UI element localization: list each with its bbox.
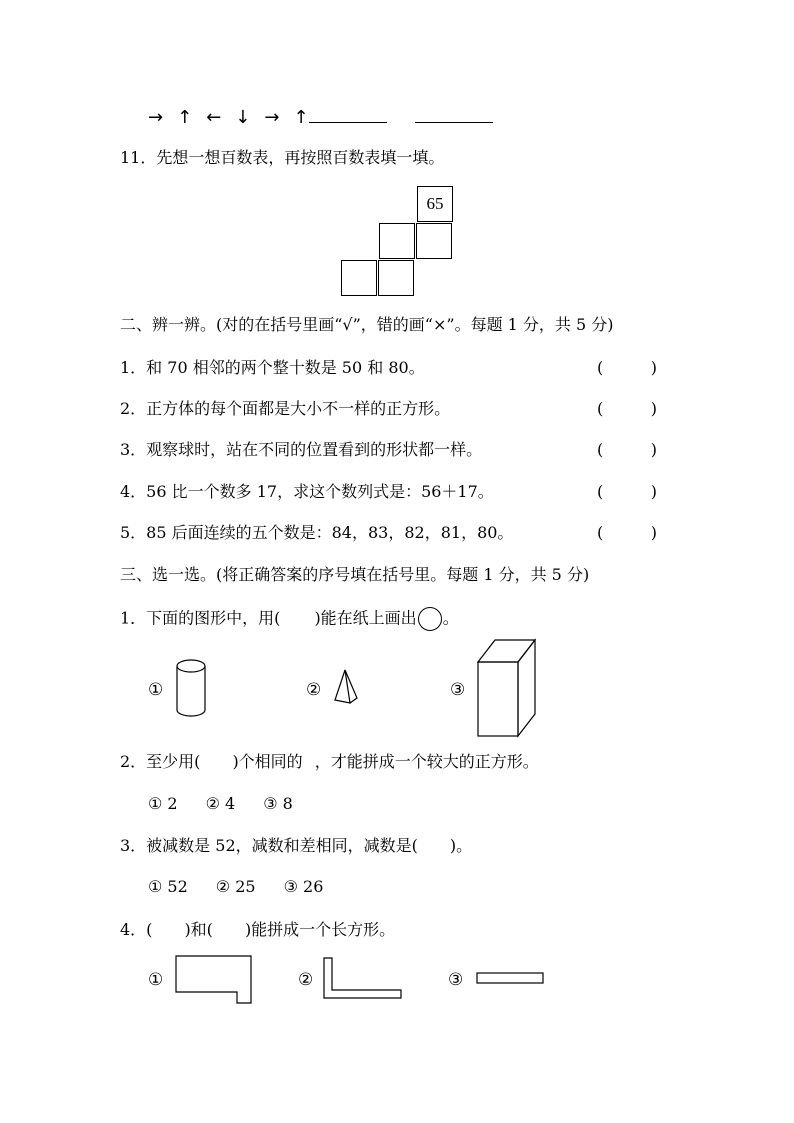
answer-parentheses[interactable]: ( ): [597, 358, 657, 377]
choice-question-3: 3．被减数是 52，减数和差相同，减数是( )。: [120, 836, 473, 855]
option-label-1: ①: [148, 680, 164, 700]
answer-parentheses[interactable]: ( ): [597, 399, 657, 418]
answer-parentheses[interactable]: ( ): [597, 523, 657, 542]
answer-parentheses[interactable]: ( ): [597, 482, 657, 501]
arrow-down-icon: ↓: [235, 107, 251, 128]
option-label-3: ③: [448, 970, 464, 990]
judge-item-4: 4．56 比一个数多 17，求这个数列式是：56＋17。: [120, 482, 494, 501]
answer-parentheses[interactable]: ( ): [597, 440, 657, 459]
choice-question-2: 2．至少用( )个相同的 ，才能拼成一个较大的正方形。: [120, 752, 539, 771]
arrow-left-icon: ←: [206, 107, 222, 128]
section-3-heading: 三、选一选。(将正确答案的序号填在括号里。每题 1 分，共 5 分): [120, 565, 590, 584]
grid-cell-empty[interactable]: [378, 260, 414, 296]
option-label-1: ①: [148, 970, 164, 990]
arrow-right-icon: →: [264, 107, 280, 128]
option-label-2: ②: [306, 680, 322, 700]
corner-shape-icon: [323, 957, 403, 1001]
answer-blank-1[interactable]: [309, 106, 387, 123]
choice-options-3: [148, 877, 351, 897]
cuboid-icon: [477, 638, 537, 738]
choice-question-1: 1．下面的图形中，用( )能在纸上画出 。: [120, 607, 459, 631]
arrow-right-icon: →: [148, 107, 164, 128]
arrow-up-icon: ↑: [177, 107, 193, 128]
grid-cell-empty[interactable]: [379, 223, 415, 259]
option-label-3: ③: [450, 680, 466, 700]
option-1[interactable]: ① 52: [148, 877, 188, 896]
cylinder-icon: [174, 658, 208, 720]
judge-item-2: 2．正方体的每个面都是大小不一样的正方形。: [120, 399, 451, 418]
l-shape-icon: [175, 955, 255, 1005]
arrow-up-icon: ↑: [293, 107, 309, 128]
bar-shape-icon: [476, 971, 546, 985]
choice-question-4: 4．( )和( )能拼成一个长方形。: [120, 920, 396, 939]
choice-options-2: [148, 794, 321, 814]
option-label-2: ②: [298, 970, 314, 990]
circle-icon: [418, 607, 442, 631]
judge-item-1: 1．和 70 相邻的两个整十数是 50 和 80。: [120, 358, 425, 377]
option-2[interactable]: ② 4: [205, 794, 236, 813]
question-11: 11．先想一想百数表，再按照百数表填一填。: [120, 148, 445, 167]
section-2-heading: 二、辨一辨。(对的在括号里画“√”，错的画“×”。每题 1 分，共 5 分): [120, 315, 614, 334]
answer-blank-2[interactable]: [415, 106, 493, 123]
cone-icon: [332, 668, 360, 704]
option-3[interactable]: ③ 8: [263, 794, 293, 813]
grid-cell-empty[interactable]: [416, 223, 452, 259]
option-3[interactable]: ③ 26: [283, 877, 324, 896]
option-1[interactable]: ① 2: [148, 794, 178, 813]
judge-item-3: 3．观察球时，站在不同的位置看到的形状都一样。: [120, 440, 483, 459]
judge-item-5: 5．85 后面连续的五个数是：84，83，82，81，80。: [120, 523, 514, 542]
arrow-sequence: [148, 106, 507, 128]
grid-cell-empty[interactable]: [341, 260, 377, 296]
grid-cell-65: 65: [417, 186, 453, 222]
option-2[interactable]: ② 25: [215, 877, 256, 896]
